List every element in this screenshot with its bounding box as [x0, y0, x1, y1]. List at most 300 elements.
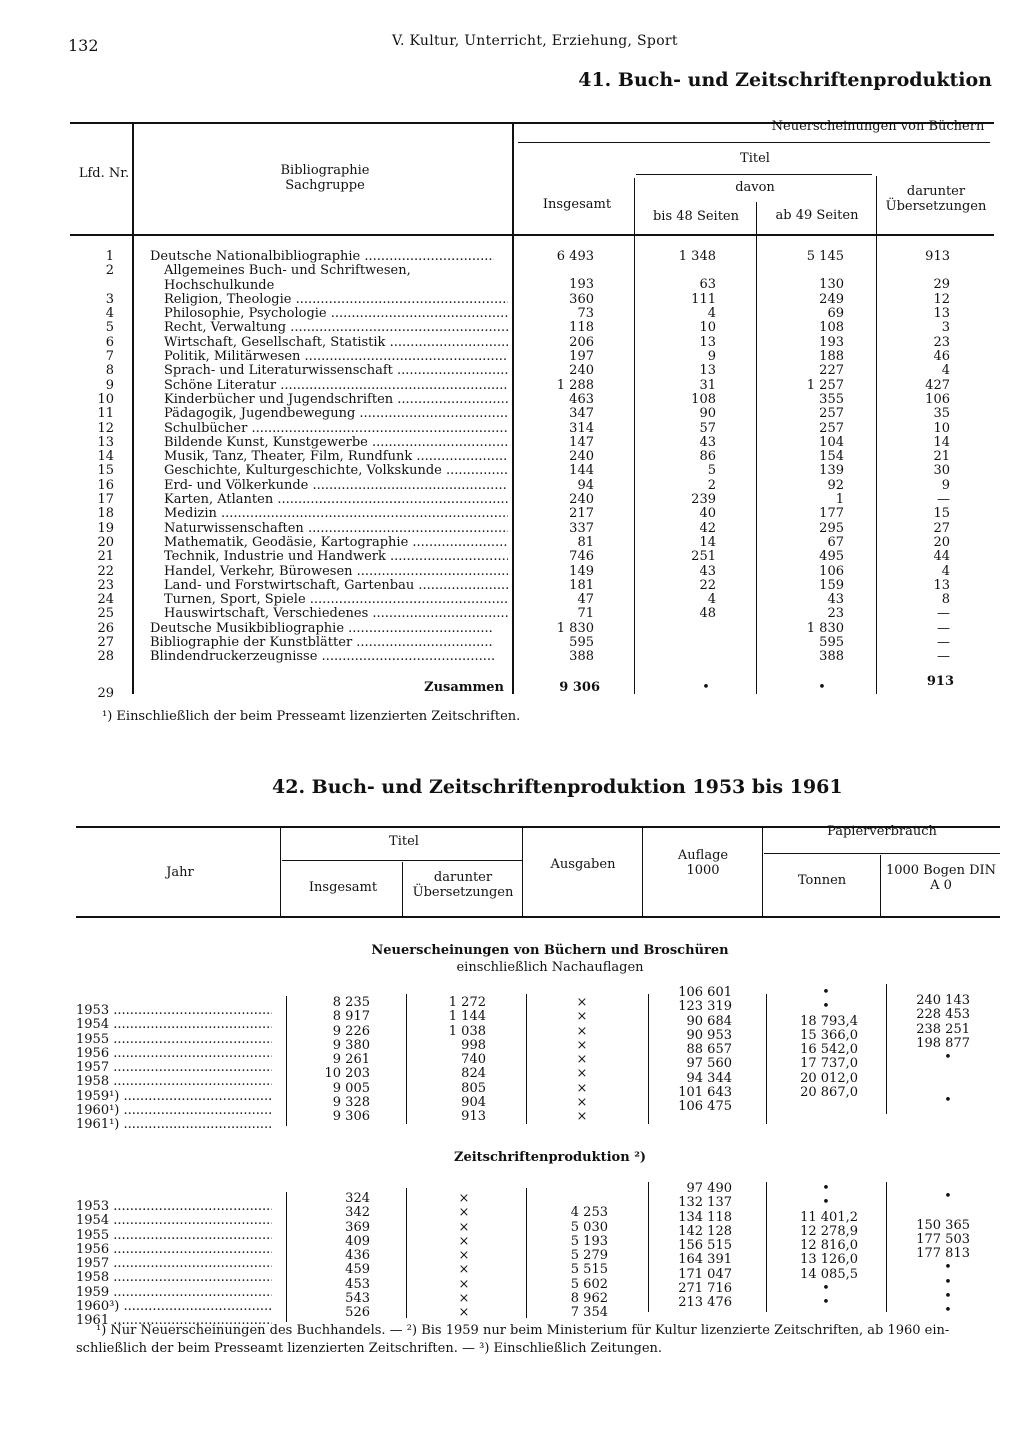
row-jahr: 1954 ..... — [76, 1214, 272, 1228]
row-jahr: 1958 ..... — [76, 1075, 272, 1089]
row-bis48: 43 — [699, 434, 716, 450]
row-bis48: 2 — [707, 477, 716, 493]
row-jahr: 1961¹) ..... — [76, 1118, 272, 1132]
table-row — [70, 536, 994, 550]
row-auflage: 123 319 — [678, 999, 732, 1015]
row-label: Philosophie, Psychologie ..... — [150, 307, 508, 321]
row-auflage: 164 391 — [678, 1252, 732, 1268]
row-bogen: 177 813 — [916, 1246, 970, 1262]
row-bis48: 86 — [699, 449, 716, 465]
row-ab49: 1 830 — [806, 620, 844, 636]
row-auflage: 142 128 — [678, 1223, 732, 1239]
row-tonnen: • — [822, 985, 830, 1000]
row-uebers: 4 — [941, 363, 950, 379]
row-tonnen: 20 867,0 — [800, 1085, 858, 1101]
row-insgesamt: 369 — [345, 1219, 370, 1235]
row-bis48: 31 — [699, 377, 716, 393]
row-uebers: 21 — [933, 449, 950, 465]
row-auflage: 101 643 — [678, 1085, 732, 1101]
row-label: Land- und Forstwirtschaft, Gartenbau ..... — [150, 579, 508, 593]
row-tonnen: 18 793,4 — [800, 1013, 858, 1029]
row-tonnen: 15 366,0 — [800, 1027, 858, 1043]
row-uebers: 8 — [941, 592, 950, 608]
row-bogen: • — [944, 1260, 952, 1276]
row-bogen: • — [944, 1289, 952, 1305]
row-nr: 20 — [97, 534, 114, 550]
row-bis48: 48 — [699, 606, 716, 622]
row-insgesamt: 463 — [569, 391, 594, 407]
row-nr: 28 — [97, 649, 114, 665]
row-bogen: 177 503 — [916, 1231, 970, 1247]
row-uebers: × — [458, 1305, 470, 1321]
table41-header-bis48: bis 48 Seiten — [652, 209, 739, 224]
table41-header-ab49: ab 49 Seiten — [775, 208, 859, 223]
row-ab49: 43 — [827, 592, 844, 608]
row-uebers: 4 — [941, 563, 950, 579]
table-row — [70, 507, 994, 521]
table42-vline-jahr — [280, 828, 281, 916]
row-uebers: 12 — [933, 291, 950, 307]
row-uebers: 10 — [933, 420, 950, 436]
table-row — [70, 493, 994, 507]
row-nr: 17 — [97, 492, 114, 508]
row-uebers: 106 — [925, 391, 950, 407]
row-insgesamt: 197 — [569, 349, 594, 365]
row-nr: 2 — [105, 263, 114, 279]
row-ab49: 495 — [819, 549, 844, 565]
row-uebers: 824 — [461, 1066, 486, 1082]
row-insgesamt: 9 380 — [332, 1037, 370, 1053]
row-ab49: 159 — [819, 577, 844, 593]
row-insgesamt: 360 — [569, 291, 594, 307]
table-row — [70, 293, 994, 307]
row-insgesamt: 147 — [569, 434, 594, 450]
row-jahr: 1956 ..... — [76, 1243, 272, 1257]
row-uebers: × — [458, 1191, 470, 1206]
table-row — [70, 379, 994, 393]
row-ab49: 257 — [819, 420, 844, 436]
row-uebers: × — [458, 1205, 470, 1221]
row-nr: 16 — [97, 477, 114, 493]
row-tonnen: 11 401,2 — [800, 1209, 858, 1225]
row-jahr: 1960¹) ..... — [76, 1104, 272, 1118]
row-nr: 12 — [97, 420, 114, 436]
row-nr: 19 — [97, 520, 114, 536]
table41-body — [70, 250, 994, 665]
table-row — [70, 593, 994, 607]
row-label: Recht, Verwaltung ..... — [150, 321, 508, 335]
row-uebers: 23 — [933, 334, 950, 350]
row-ab49: 249 — [819, 291, 844, 307]
row-ab49: 92 — [827, 477, 844, 493]
table42-header-titel: Titel — [389, 834, 419, 849]
row-insgesamt: 206 — [569, 334, 594, 350]
row-tonnen: • — [822, 999, 830, 1015]
row-nr: 7 — [105, 349, 114, 365]
row-insgesamt: 193 — [569, 277, 594, 293]
row-ab49: 108 — [819, 320, 844, 336]
row-tonnen: • — [822, 1195, 830, 1211]
row-bis48: 57 — [699, 420, 716, 436]
table41-header-davon: davon — [735, 180, 775, 195]
row-uebers: 20 — [933, 534, 950, 550]
row-jahr: 1957 ..... — [76, 1061, 272, 1075]
row-label: Handel, Verkehr, Bürowesen ..... — [150, 565, 508, 579]
row-bis48: 40 — [699, 506, 716, 522]
table42-header-jahr: Jahr — [166, 865, 194, 880]
row-label: Sprach- und Literaturwissenschaft ..... — [150, 364, 508, 378]
table42-section1-heading: Neuerscheinungen von Büchern und Broschüren — [371, 943, 729, 958]
table-row — [70, 479, 994, 493]
row-uebers: 998 — [461, 1037, 486, 1053]
table41-rule-davon — [636, 174, 872, 175]
table41-total-insgesamt: 9 306 — [559, 680, 600, 695]
row-jahr: 1959¹) ..... — [76, 1090, 272, 1104]
row-bis48: 108 — [691, 391, 716, 407]
row-insgesamt: 94 — [577, 477, 594, 493]
row-jahr: 1955 ..... — [76, 1229, 272, 1243]
table42-title: 42. Buch- und Zeitschriftenproduktion 1953 bis 1961 — [272, 776, 843, 798]
table-row — [70, 393, 994, 407]
row-jahr: 1954 ..... — [76, 1018, 272, 1032]
table42-section2-body — [76, 1181, 1000, 1329]
page-number: 132 — [68, 36, 99, 55]
row-uebers: 1 038 — [448, 1023, 486, 1039]
row-insgesamt: 144 — [569, 463, 594, 479]
row-bogen: 240 143 — [916, 993, 970, 1008]
row-nr: 13 — [97, 434, 114, 450]
row-jahr: 1953 ..... — [76, 1200, 272, 1214]
row-ausgaben: 8 962 — [570, 1291, 608, 1307]
row-label: Religion, Theologie ..... — [150, 293, 508, 307]
table41-header-lfdnr: Lfd. Nr. — [78, 166, 130, 181]
row-uebers: 30 — [933, 463, 950, 479]
row-insgesamt: 9 261 — [332, 1052, 370, 1068]
row-uebers: × — [458, 1262, 470, 1278]
row-ausgaben: × — [576, 995, 588, 1010]
table41-total-row — [70, 674, 994, 701]
row-insgesamt: 47 — [577, 592, 594, 608]
row-uebers: — — [937, 606, 950, 622]
table42-rule-titel — [282, 860, 522, 861]
table41-total-label: Zusammen — [424, 680, 504, 695]
row-insgesamt: 8 917 — [332, 1009, 370, 1025]
row-label: Turnen, Sport, Spiele ..... — [150, 593, 508, 607]
table-row — [70, 565, 994, 579]
row-tonnen: 14 085,5 — [800, 1266, 858, 1282]
row-label: Mathematik, Geodäsie, Kartographie ..... — [150, 536, 508, 550]
row-bis48: 9 — [707, 349, 716, 365]
row-label: Medizin ..... — [150, 507, 508, 521]
table41-header-uebersetzungen: darunter Übersetzungen — [885, 184, 987, 214]
row-label: Pädagogik, Jugendbewegung ..... — [150, 407, 508, 421]
row-uebers: 35 — [933, 406, 950, 422]
row-insgesamt: 324 — [345, 1191, 370, 1206]
row-bis48: 111 — [691, 291, 716, 307]
row-insgesamt: 9 328 — [332, 1095, 370, 1111]
row-label: Deutsche Nationalbibliographie ..... — [150, 250, 494, 264]
row-insgesamt: 6 493 — [556, 249, 594, 264]
row-auflage: 156 515 — [678, 1238, 732, 1254]
row-insgesamt: 9 306 — [332, 1109, 370, 1125]
row-insgesamt: 71 — [577, 606, 594, 622]
row-insgesamt: 388 — [569, 649, 594, 665]
table42-footnote-line1: ¹) Nur Neuerscheinungen des Buchhandels. — ²) Bis 1959 nur beim Ministerium für Kultur lizenzierte Zeitschriften, ab 1960 ein- — [96, 1323, 950, 1338]
table-row — [70, 607, 994, 621]
row-bis48: 43 — [699, 563, 716, 579]
row-uebers: × — [458, 1248, 470, 1264]
row-label: Technik, Industrie und Handwerk ..... — [150, 550, 508, 564]
row-uebers: 3 — [941, 320, 950, 336]
row-ausgaben: 5 515 — [570, 1262, 608, 1278]
table42-section1-subheading: einschließlich Nachauflagen — [456, 960, 644, 975]
table-row — [70, 350, 994, 364]
row-tonnen: 16 542,0 — [800, 1042, 858, 1058]
row-label: Erd- und Völkerkunde ..... — [150, 479, 508, 493]
row-nr: 21 — [97, 549, 114, 565]
row-uebers: 44 — [933, 549, 950, 565]
row-ab49: 5 145 — [806, 249, 844, 264]
row-auflage: 90 953 — [686, 1027, 732, 1043]
row-uebers: 13 — [933, 577, 950, 593]
row-insgesamt: 149 — [569, 563, 594, 579]
row-uebers: — — [937, 492, 950, 508]
table42-vline-titel — [402, 862, 403, 916]
table-row — [70, 550, 994, 564]
row-uebers: 805 — [461, 1080, 486, 1096]
row-ab49: 295 — [819, 520, 844, 536]
table41-total-uebers: 913 — [926, 674, 954, 689]
row-uebers: 13 — [933, 306, 950, 322]
row-uebers: 46 — [933, 349, 950, 365]
row-ab49: 154 — [819, 449, 844, 465]
row-insgesamt: 217 — [569, 506, 594, 522]
row-auflage: 106 475 — [678, 1099, 732, 1115]
table-row — [70, 579, 994, 593]
table-row — [70, 436, 994, 450]
table41-total-nr: 29 — [97, 686, 114, 701]
row-label: Hauswirtschaft, Verschiedenes ..... — [150, 607, 508, 621]
row-auflage: 88 657 — [686, 1042, 732, 1058]
row-insgesamt: 10 203 — [324, 1066, 370, 1082]
row-insgesamt: 9 005 — [332, 1080, 370, 1096]
row-ab49: 139 — [819, 463, 844, 479]
row-tonnen: 13 126,0 — [800, 1252, 858, 1268]
row-ab49: 1 — [835, 492, 844, 508]
row-bis48: 63 — [699, 277, 716, 293]
row-insgesamt: 409 — [345, 1233, 370, 1249]
row-ab49: 188 — [819, 349, 844, 365]
row-nr: 1 — [105, 249, 114, 264]
row-bogen: • — [944, 1050, 952, 1066]
row-insgesamt: 73 — [577, 306, 594, 322]
row-ausgaben: 5 030 — [570, 1219, 608, 1235]
row-auflage: 97 490 — [686, 1181, 732, 1196]
row-ausgaben: × — [576, 1095, 588, 1111]
row-nr: 24 — [97, 592, 114, 608]
row-insgesamt: 8 235 — [332, 995, 370, 1010]
row-nr: 15 — [97, 463, 114, 479]
row-uebers: 15 — [933, 506, 950, 522]
row-insgesamt: 9 226 — [332, 1023, 370, 1039]
row-tonnen: • — [822, 1295, 830, 1311]
row-insgesamt: 240 — [569, 492, 594, 508]
row-bis48: 239 — [691, 492, 716, 508]
table42-vline-aufl — [642, 828, 643, 916]
row-insgesamt: 314 — [569, 420, 594, 436]
table41-title: 41. Buch- und Zeitschriftenproduktion — [578, 69, 992, 91]
row-label: Politik, Militärwesen ..... — [150, 350, 508, 364]
row-bogen: • — [944, 1303, 952, 1319]
table41-total-bis48: • — [702, 680, 710, 695]
row-uebers: 427 — [925, 377, 950, 393]
table-row — [70, 650, 994, 664]
row-nr: 4 — [105, 306, 114, 322]
row-ab49: 177 — [819, 506, 844, 522]
row-nr: 8 — [105, 363, 114, 379]
row-nr: 22 — [97, 563, 114, 579]
row-label: Schulbücher ..... — [150, 422, 508, 436]
row-nr: 18 — [97, 506, 114, 522]
row-ausgaben: × — [576, 1052, 588, 1068]
table-row — [70, 364, 994, 378]
row-insgesamt: 342 — [345, 1205, 370, 1221]
row-bis48: 22 — [699, 577, 716, 593]
row-ausgaben: 5 602 — [570, 1276, 608, 1292]
row-ausgaben: × — [576, 1080, 588, 1096]
table-row — [70, 522, 994, 536]
row-uebers: 27 — [933, 520, 950, 536]
row-uebers: × — [458, 1219, 470, 1235]
table-row — [70, 464, 994, 478]
row-bogen: • — [944, 1189, 952, 1204]
row-jahr: 1958 ..... — [76, 1271, 272, 1285]
table-row — [70, 307, 994, 321]
row-label: Allgemeines Buch- und Schriftwesen, Hochschulkunde ..... — [150, 264, 508, 293]
table41-header-sachgruppe: Bibliographie Sachgruppe — [280, 163, 370, 193]
row-insgesamt: 1 288 — [556, 377, 594, 393]
row-bogen: • — [944, 1093, 952, 1109]
row-insgesamt: 595 — [569, 635, 594, 651]
table-row — [70, 321, 994, 335]
row-insgesamt: 81 — [577, 534, 594, 550]
row-bis48: 4 — [707, 306, 716, 322]
row-insgesamt: 181 — [569, 577, 594, 593]
row-uebers: 913 — [925, 249, 950, 264]
table-row — [70, 636, 994, 650]
row-tonnen: 20 012,0 — [800, 1070, 858, 1086]
row-ab49: 106 — [819, 563, 844, 579]
table-row — [70, 250, 994, 264]
row-ab49: 130 — [819, 277, 844, 293]
row-ausgaben: × — [576, 1009, 588, 1025]
row-uebers: — — [937, 620, 950, 636]
row-bogen: 228 453 — [916, 1007, 970, 1023]
table-row — [70, 450, 994, 464]
table41-header-rule — [70, 234, 994, 236]
row-bogen: 198 877 — [916, 1035, 970, 1051]
table-row — [70, 264, 994, 293]
row-nr: 23 — [97, 577, 114, 593]
row-insgesamt: 746 — [569, 549, 594, 565]
row-auflage: 171 047 — [678, 1266, 732, 1282]
row-ausgaben: 5 193 — [570, 1233, 608, 1249]
row-bogen: • — [944, 1274, 952, 1290]
row-nr: 11 — [97, 406, 114, 422]
row-bis48: 90 — [699, 406, 716, 422]
row-auflage: 94 344 — [686, 1070, 732, 1086]
row-uebers: 1 144 — [448, 1009, 486, 1025]
row-bis48: 5 — [707, 463, 716, 479]
row-nr: 14 — [97, 449, 114, 465]
table42-header-uebersetzungen: darunter Übersetzungen — [412, 870, 514, 900]
row-bis48: 13 — [699, 363, 716, 379]
row-uebers: 29 — [933, 277, 950, 293]
row-bis48: 13 — [699, 334, 716, 350]
row-auflage: 213 476 — [678, 1295, 732, 1311]
table-row — [70, 622, 994, 636]
table42-header-auflage: Auflage 1000 — [677, 848, 729, 878]
row-label: Blindendruckerzeugnisse ..... — [150, 650, 494, 664]
row-nr: 25 — [97, 606, 114, 622]
row-bis48: 14 — [699, 534, 716, 550]
row-nr: 6 — [105, 334, 114, 350]
row-nr: 27 — [97, 635, 114, 651]
row-label: Schöne Literatur ..... — [150, 379, 508, 393]
row-jahr: 1959 ..... — [76, 1286, 272, 1300]
row-label: Deutsche Musikbibliographie ..... — [150, 622, 494, 636]
row-insgesamt: 1 830 — [556, 620, 594, 636]
row-bis48: 4 — [707, 592, 716, 608]
table42-vline-papier — [762, 828, 763, 916]
table42-rule-papier — [764, 853, 1000, 854]
row-auflage: 90 684 — [686, 1013, 732, 1029]
row-jahr: 1961 ..... — [76, 1314, 272, 1328]
row-ausgaben: 7 354 — [570, 1305, 608, 1321]
row-label: Musik, Tanz, Theater, Film, Rundfunk ..... — [150, 450, 508, 464]
table41-header-neuerscheinungen: Neuerscheinungen von Büchern — [771, 119, 985, 134]
row-insgesamt: 240 — [569, 449, 594, 465]
row-uebers: — — [937, 635, 950, 651]
row-ab49: 355 — [819, 391, 844, 407]
row-tonnen: 12 278,9 — [800, 1223, 858, 1239]
row-label: Kinderbücher und Jugendschriften ..... — [150, 393, 508, 407]
row-uebers: 1 272 — [448, 995, 486, 1010]
row-nr: 10 — [97, 391, 114, 407]
row-auflage: 97 560 — [686, 1056, 732, 1072]
row-label: Naturwissenschaften ..... — [150, 522, 508, 536]
row-jahr: 1956 ..... — [76, 1047, 272, 1061]
row-bis48: 251 — [691, 549, 716, 565]
row-label: Karten, Atlanten ..... — [150, 493, 508, 507]
row-jahr: 1960³) ..... — [76, 1300, 272, 1314]
row-insgesamt: 453 — [345, 1276, 370, 1292]
row-bogen: 150 365 — [916, 1217, 970, 1233]
row-ab49: 227 — [819, 363, 844, 379]
row-bis48: 10 — [699, 320, 716, 336]
table42-footnote-line2: schließlich der beim Presseamt lizenzierten Zeitschriften. — ³) Einschließlich Zeitungen. — [76, 1341, 663, 1356]
row-insgesamt: 240 — [569, 363, 594, 379]
row-uebers: 740 — [461, 1052, 486, 1068]
table42-header-rule — [76, 916, 1000, 918]
row-insgesamt: 436 — [345, 1248, 370, 1264]
table41-total-ab49: • — [818, 680, 826, 695]
row-label: Bibliographie der Kunstblätter ..... — [150, 636, 494, 650]
row-auflage: 134 118 — [678, 1209, 732, 1225]
table41-footnote: ¹) Einschließlich der beim Presseamt lizenzierten Zeitschriften. — [102, 709, 521, 724]
row-uebers: × — [458, 1276, 470, 1292]
row-jahr: 1953 ..... — [76, 1004, 272, 1018]
